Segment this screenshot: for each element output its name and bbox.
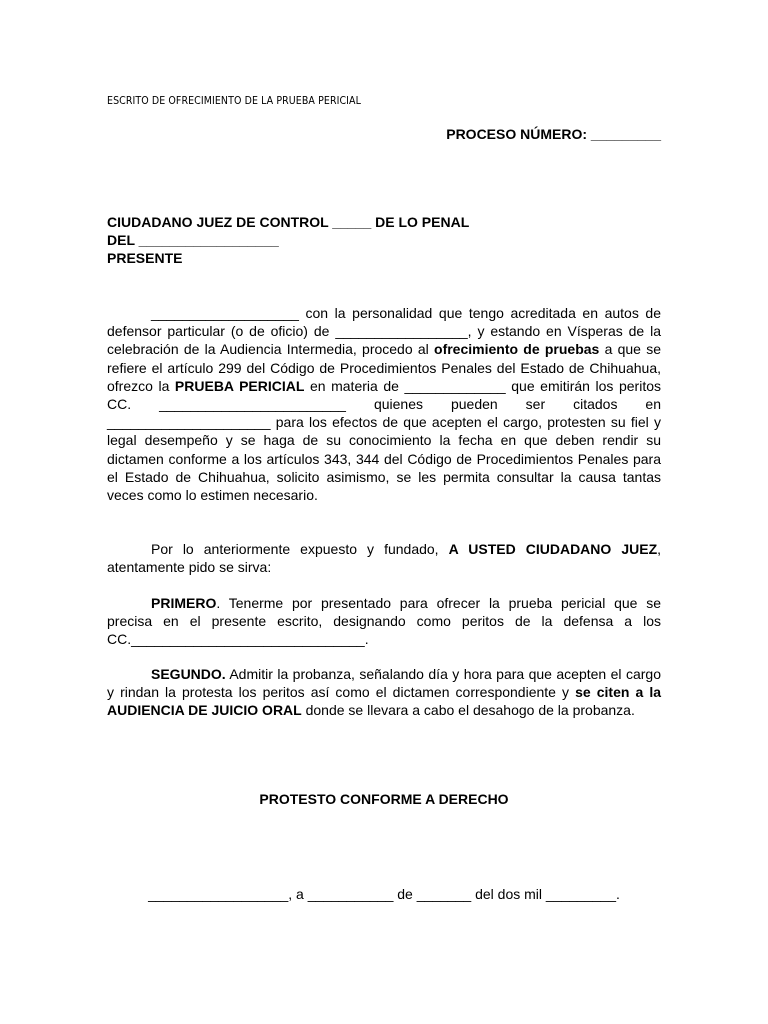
intro-bold-offer: ofrecimiento de pruebas	[434, 341, 600, 358]
second-petition-bold-hearing: se citen a la AUDIENCIA DE JUICIO ORAL	[107, 684, 661, 719]
request-bold-judge: A USTED CIUDADANO JUEZ	[448, 541, 658, 557]
place-date-line	[0, 886, 768, 902]
first-petition-label: PRIMERO	[151, 595, 217, 611]
addressee-block	[107, 213, 469, 267]
place-date-text: __________________, a ___________ de _______ del dos mil _________.	[148, 886, 620, 902]
second-petition-text-2: donde se llevara a cabo el desahogo de la probanza.	[301, 702, 635, 719]
intro-text-1: ___________________ con la personalidad que tengo acreditada en autos de defensor particular (o de oficio) de _________________, y estando en Vísperas de la celebración de la Audiencia Intermedia, procedo al	[107, 305, 661, 358]
second-petition-label: SEGUNDO.	[151, 666, 226, 682]
addressee-judge-line: CIUDADANO JUEZ DE CONTROL _____ DE LO PENAL	[107, 214, 470, 230]
addressee-district-line: DEL __________________	[107, 232, 279, 248]
second-petition-paragraph	[107, 665, 661, 720]
second-petition-text-1: Admitir la probanza, señalando día y hora para que acepten el cargo y rindan la protesta los peritos así como el dictamen correspondiente y	[107, 666, 661, 701]
intro-text-2: a que se refiere el artículo 299 del Código de Procedimientos Penales del Estado de Chihuahua, ofrezco la	[107, 341, 661, 394]
request-text-1: Por lo anteriormente expuesto y fundado,	[151, 541, 449, 557]
intro-paragraph	[107, 304, 661, 504]
intro-text-3: en materia de _____________ que emitirán los peritos CC. ________________________ quienes pueden ser citados en _____________________ para los efectos de que acepten el cargo, protesten su fiel y legal desempeño y se haga de su conocimiento la fecha en que deben rendir su dictamen conforme a los artículos 343, 344 del Código de Procedimientos Penales para el Estado de Chihuahua, solicito asimismo, se les permita consultar la causa tantas veces como lo estimen necesario.	[107, 377, 661, 504]
closing-formula: PROTESTO CONFORME A DERECHO	[259, 791, 509, 807]
intro-bold-expert-evidence: PRUEBA PERICIAL	[174, 377, 305, 394]
document-type-heading: ESCRITO DE OFRECIMIENTO DE LA PRUEBA PERICIAL	[107, 94, 361, 107]
request-text-2: , atentamente pido se sirva:	[107, 541, 662, 576]
request-paragraph	[107, 540, 661, 576]
addressee-presente-line: PRESENTE	[107, 250, 183, 266]
first-petition-paragraph	[107, 594, 661, 649]
first-petition-text: . Tenerme por presentado para ofrecer la prueba pericial que se precisa en el presente escrito, designando como peritos de la defensa a los CC.______________________________.	[107, 595, 661, 648]
process-number: PROCESO NÚMERO: _________	[446, 126, 661, 142]
